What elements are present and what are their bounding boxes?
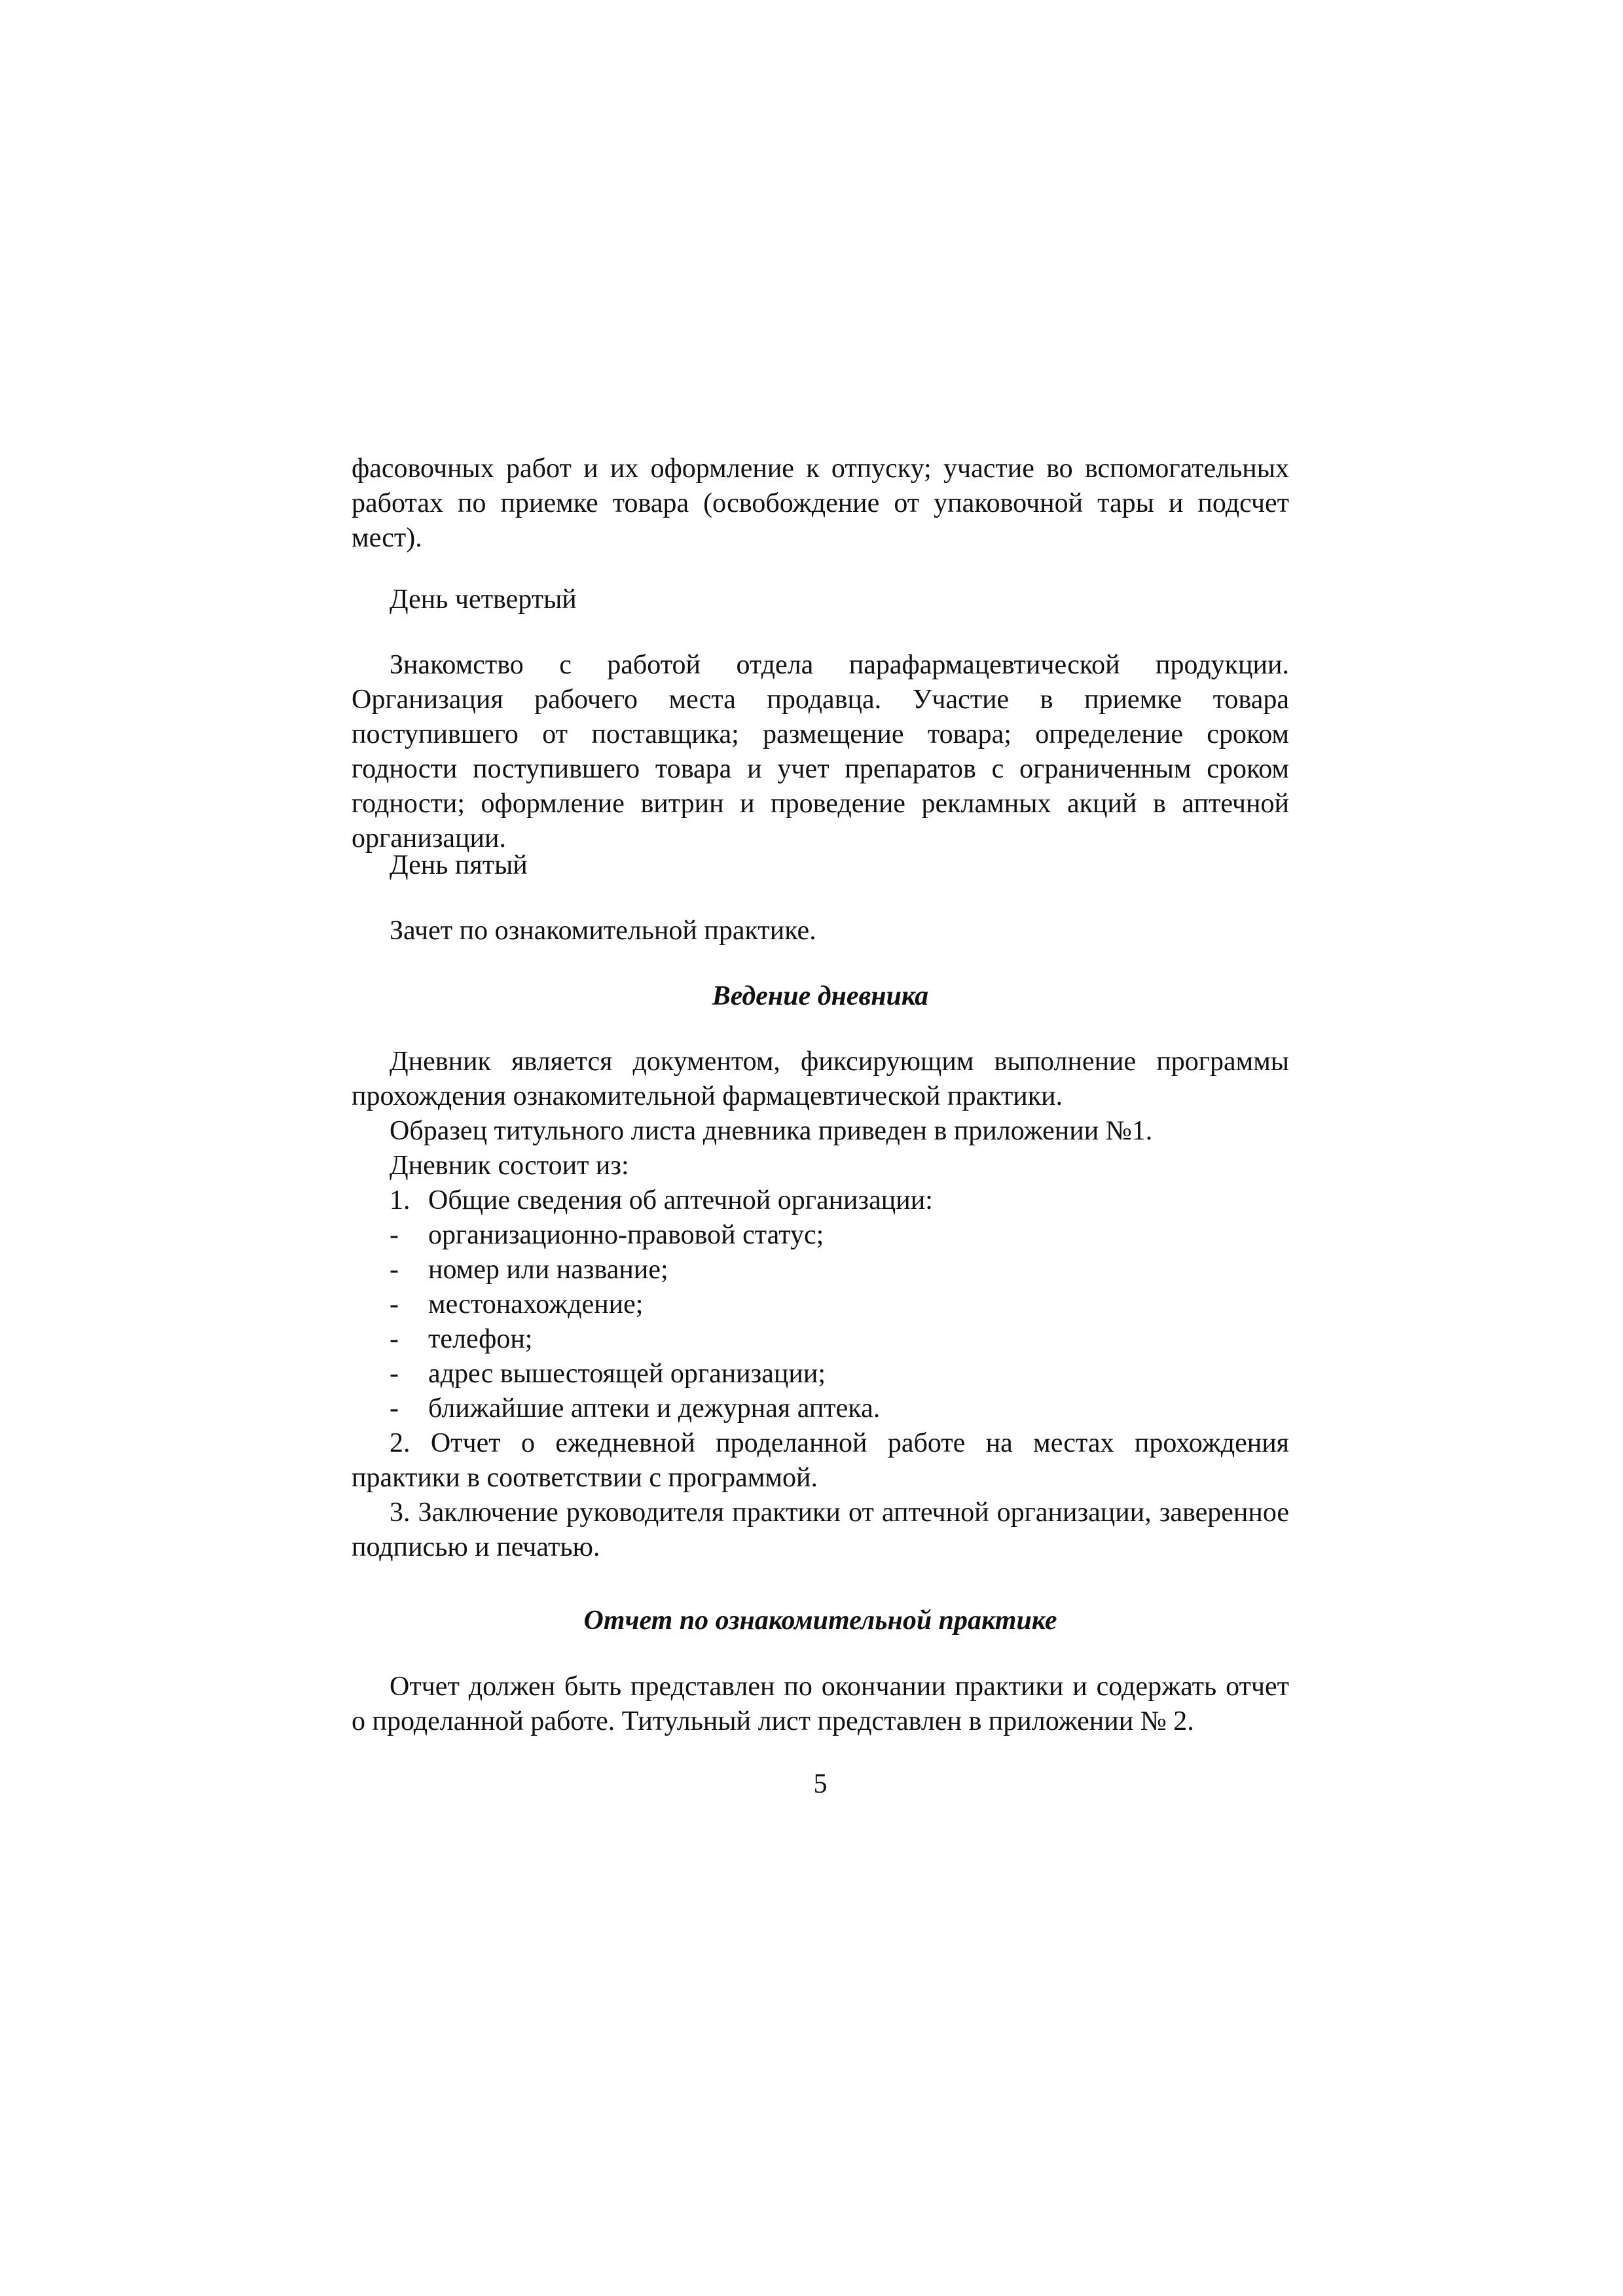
report-section-text: Отчет должен быть представлен по окончании практики и содержать отчет о проделанной работе. Титульный лист представлен в приложении № 2.	[352, 1672, 1289, 1736]
day-five-title: День пятый	[390, 850, 528, 880]
day-five-text: Зачет по ознакомительной практике.	[390, 916, 816, 946]
list-marker: 1.	[390, 1185, 410, 1215]
paragraph-intro: фасовочных работ и их оформление к отпуску; участие во вспомогательных работах по приемке товара (освобождение от упаковочной тары и подсчет мест).	[352, 454, 1289, 553]
list-item	[352, 1218, 1289, 1253]
diary-para-3: Дневник состоит из:	[390, 1151, 629, 1181]
list-item	[352, 1183, 1289, 1218]
list-marker: -	[390, 1220, 399, 1250]
day-four-title: День четвертый	[390, 584, 577, 615]
list-item-text: адрес вышестоящей организации;	[428, 1359, 826, 1389]
list-item-text: местонахождение;	[428, 1289, 644, 1319]
list-item-text: ближайшие аптеки и дежурная аптека.	[428, 1393, 881, 1424]
list-item-text: номер или название;	[428, 1255, 668, 1285]
list-marker: -	[390, 1289, 399, 1319]
report-section-heading: Отчет по ознакомительной практике	[583, 1605, 1057, 1636]
list-item-text: организационно-правовой статус;	[428, 1220, 824, 1250]
list-item-text: Общие сведения об аптечной организации:	[428, 1185, 933, 1215]
list-marker: -	[390, 1393, 399, 1424]
diary-section-heading: Ведение дневника	[712, 981, 929, 1011]
page-number: 5	[813, 1769, 828, 1799]
list-marker: -	[390, 1359, 399, 1389]
list-item	[352, 1357, 1289, 1391]
diary-item-3: 3. Заключение руководителя практики от аптечной организации, заверенное подписью и печатью.	[352, 1498, 1289, 1562]
list-item	[352, 1322, 1289, 1357]
diary-item-2: 2. Отчет о ежедневной проделанной работе на местах прохождения практики в соответствии с программой.	[352, 1428, 1289, 1493]
day-four-text: Знакомство с работой отдела парафармацевтической продукции. Организация рабочего места продавца. Участие в приемке товара поступившего от поставщика; размещение товара; определение сроком годности поступившего товара и учет препаратов с ограниченным сроком годности; оформление витрин и проведение рекламных акций в аптечной организации.	[352, 650, 1289, 853]
list-item-text: телефон;	[428, 1324, 533, 1354]
diary-contents-list	[352, 1183, 1289, 1426]
list-item	[352, 1287, 1289, 1322]
diary-section-body	[352, 1045, 1289, 1565]
list-item	[352, 1391, 1289, 1426]
list-item	[352, 1253, 1289, 1287]
diary-para-1: Дневник является документом, фиксирующим выполнение программы прохождения ознакомительной фармацевтической практики.	[352, 1047, 1289, 1111]
diary-para-2: Образец титульного листа дневника приведен в приложении №1.	[390, 1116, 1153, 1146]
list-marker: -	[390, 1324, 399, 1354]
list-marker: -	[390, 1255, 399, 1285]
